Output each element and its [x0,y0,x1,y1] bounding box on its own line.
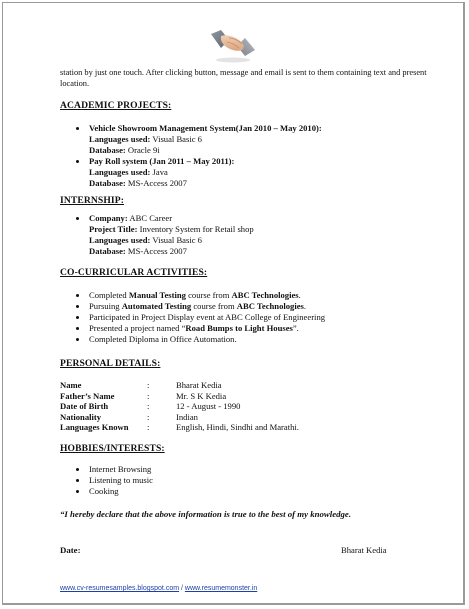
value: MS-Access 2007 [127,246,187,256]
signature-name: Bharat Kedia [341,545,387,555]
value: 12 - August - 1990 [176,401,241,411]
text: course from [191,301,237,311]
personal-details-heading: PERSONAL DETAILS: [60,358,161,369]
hobbies-list [60,464,153,497]
text: Presented a project named “ [89,323,186,333]
value: English, Hindi, Sindhi and Marathi. [176,422,299,432]
label: Languages Known [60,422,129,432]
list-item: Completed Diploma in Office Automation. [60,334,325,345]
label: Languages used: [89,134,151,144]
label: Name [60,380,82,390]
text: . [298,290,301,300]
text: . [303,301,307,311]
list-item: Participated in Project Display event at ABC College of Engineering [60,312,325,323]
text: Pursuing [89,301,122,311]
project-title: Vehicle Showroom Management System(Jan 2010 – May 2010): [89,123,322,133]
project-title: Pay Roll system (Jan 2011 – May 2011): [89,156,235,166]
footer-link-resumemonster[interactable]: www.resumemonster.in [184,585,258,592]
text: Manual Testing [128,290,186,300]
intro-paragraph: station by just one touch. After clicking button, message and email is sent to them containing text and present location. [60,68,427,88]
text: ”. [292,323,299,333]
project-database [89,145,322,156]
internship-heading: INTERNSHIP: [60,195,125,206]
label: Project Title: [89,224,138,234]
list-item [60,213,254,257]
label: Company: [89,213,128,223]
label: Database: [89,178,126,188]
label: Father’s Name [60,390,115,401]
text: ABC Technologies [231,290,299,300]
separator: : [147,380,150,390]
list-item: Cooking [60,486,153,497]
list-item [60,323,325,334]
text: Automated Testing [121,301,192,311]
project-languages [89,134,322,145]
value: Oracle 9i [127,145,160,155]
separator: : [147,422,150,432]
list-item [60,290,325,301]
date-label: Date: [60,545,81,555]
declaration-text: “I hereby declare that the above information is true to the best of my knowledge. [60,509,352,519]
label: Database: [89,246,126,256]
value: MS-Access 2007 [127,178,187,188]
table-row [60,412,420,423]
footer-links [60,585,257,592]
label: Languages used: [89,167,151,177]
internship-list [60,213,254,257]
table-row [60,380,420,391]
value: Mr. S K Kedia [176,390,227,401]
list-item [60,123,322,156]
personal-details-table [60,380,420,433]
text: course from [185,290,232,300]
internship-project [89,224,254,235]
list-item: Listening to music [60,475,153,486]
project-database [89,178,322,189]
table-row [60,422,420,433]
internship-database [89,246,254,257]
label: Languages used: [89,235,151,245]
separator: : [147,411,150,422]
list-item: Internet Browsing [60,464,153,475]
value: Java [152,167,168,177]
label: Database: [89,145,126,155]
cocurricular-heading: CO-CURRICULAR ACTIVITIES: [60,267,208,278]
value: Bharat Kedia [176,380,222,390]
table-row [60,391,420,402]
value: Visual Basic 6 [152,235,202,245]
separator: : [147,401,150,411]
table-row [60,401,420,412]
internship-company [89,213,254,224]
value: Inventory System for Retail shop [139,224,254,234]
hobbies-heading: HOBBIES/INTERESTS: [60,443,165,454]
text: Completed [89,290,129,300]
footer-link-cv-resumesamples[interactable]: www.cv-resumesamples.blogspot.com [60,585,180,592]
value: Indian [176,411,198,422]
list-item [60,301,325,312]
academic-projects-list [60,123,322,189]
handshake-logo-icon [209,24,257,64]
list-item [60,156,322,189]
label: Nationality [60,411,102,422]
value: Visual Basic 6 [152,134,202,144]
text: ABC Technologies [236,301,304,311]
label: Date of Birth [60,401,109,411]
text: Road Bumps to Light Houses [185,323,293,333]
cocurricular-list [60,290,325,345]
separator: : [147,390,150,401]
project-languages [89,167,322,178]
footer-separator: / [179,585,185,592]
academic-projects-heading: ACADEMIC PROJECTS: [60,100,172,111]
internship-languages [89,235,254,246]
value: ABC Career [129,213,173,223]
